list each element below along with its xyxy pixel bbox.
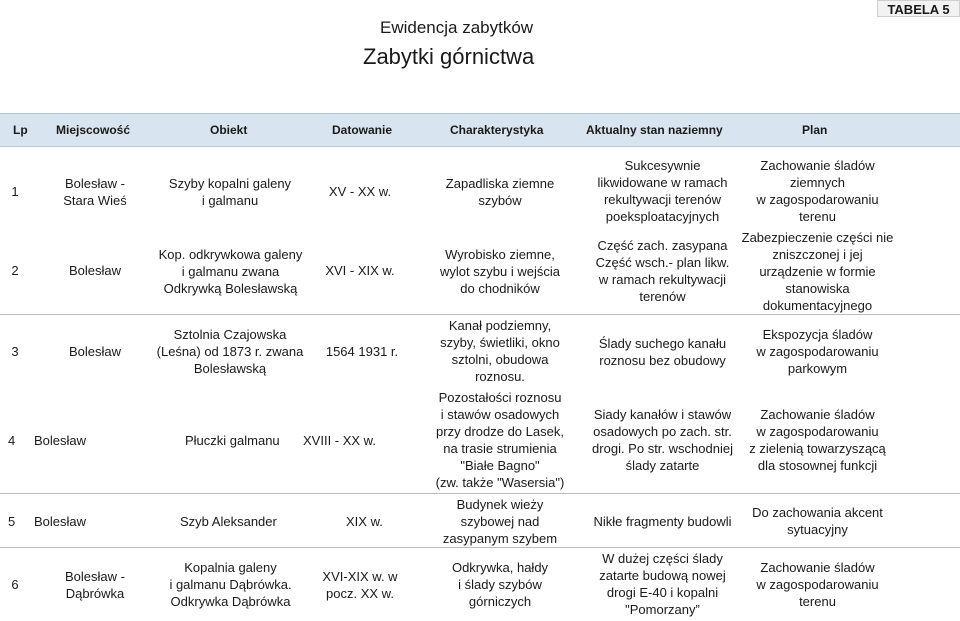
description-cell: Pozostałości roznosu i stawów osadowych przy drodze do Lasek, na trasie strumienia "Białe Bagno" (zw. także "Wasersia") bbox=[435, 390, 565, 490]
header-lp: Lp bbox=[13, 123, 28, 137]
object-cell: Płuczki galmanu bbox=[185, 433, 280, 448]
plan-cell: Zachowanie śladów ziemnych w zagospodarowaniu terenu bbox=[756, 158, 879, 224]
row-number: 1 bbox=[11, 184, 19, 199]
state-cell: Ślady suchego kanału roznosu bez obudowy bbox=[598, 336, 727, 368]
header-date: Datowanie bbox=[332, 123, 393, 137]
object-cell: Szyb Aleksander bbox=[180, 514, 277, 529]
date-cell: XV - XX w. bbox=[328, 184, 392, 199]
description-cell: Odkrywka, hałdy i ślady szybów górniczych bbox=[451, 560, 549, 609]
plan-cell: Zabezpieczenie części nie zniszczonej i jej urządzenie w formie stanowiska dokumentacyjnego bbox=[741, 230, 894, 313]
plan-cell: Zachowanie śladów w zagospodarowaniu terenu bbox=[756, 560, 879, 609]
date-cell: 1564 1931 r. bbox=[325, 344, 399, 359]
object-cell: Szyby kopalni galeny i galmanu bbox=[168, 176, 292, 208]
header-description: Charakterystyka bbox=[450, 123, 544, 137]
row-number: 6 bbox=[11, 577, 19, 592]
header-object: Obiekt bbox=[210, 123, 248, 137]
row-divider bbox=[0, 314, 960, 315]
object-cell: Sztolnia Czajowska (Leśna) od 1873 r. zwana Bolesławską bbox=[156, 327, 304, 376]
plan-cell: Do zachowania akcent sytuacyjny bbox=[752, 505, 883, 537]
row-divider bbox=[0, 547, 960, 548]
row-number: 2 bbox=[11, 263, 19, 278]
row-number: 5 bbox=[8, 514, 16, 529]
place-cell: Bolesław bbox=[68, 344, 122, 359]
place-cell: Bolesław bbox=[34, 514, 87, 529]
date-cell: XVI - XIX w. bbox=[325, 263, 395, 278]
date-cell: XIX w. bbox=[346, 514, 383, 529]
date-cell: XVI-XIX w. w pocz. XX w. bbox=[322, 569, 398, 601]
row-number: 3 bbox=[11, 344, 19, 359]
object-cell: Kopalnia galeny i galmanu Dąbrówka. Odkrywka Dąbrówka bbox=[169, 560, 292, 609]
description-cell: Wyrobisko ziemne, wylot szybu i wejścia do chodników bbox=[440, 247, 560, 296]
place-cell: Bolesław - Dąbrówka bbox=[65, 569, 125, 601]
state-cell: Nikłe fragmenty budowli bbox=[593, 514, 732, 529]
place-cell: Bolesław - Stara Wieś bbox=[63, 176, 127, 208]
state-cell: W dużej części ślady zatarte budową nowej drogi E-40 i kopalni "Pomorzany” bbox=[599, 551, 726, 617]
state-cell: Sukcesywnie likwidowane w ramach rekultywacji terenów poeksploatacyjnych bbox=[597, 158, 728, 224]
description-cell: Budynek wieży szybowej nad zasypanym szybem bbox=[442, 497, 558, 546]
plan-cell: Ekspozycja śladów w zagospodarowaniu parkowym bbox=[756, 327, 879, 376]
row-number: 4 bbox=[8, 433, 16, 448]
document-subtitle: Zabytki górnictwa bbox=[363, 44, 535, 69]
description-cell: Kanał podziemny, szyby, świetliki, okno sztolni, obudowa roznosu. bbox=[440, 318, 560, 384]
table-number-label: TABELA 5 bbox=[877, 0, 960, 17]
table-header bbox=[0, 113, 960, 147]
object-cell: Kop. odkrywkowa galeny i galmanu zwana Odkrywką Bolesławską bbox=[158, 247, 303, 296]
header-state: Aktualny stan naziemny bbox=[586, 123, 723, 137]
date-cell: XVIII - XX w. bbox=[303, 433, 376, 448]
place-cell: Bolesław bbox=[34, 433, 87, 448]
place-cell: Bolesław bbox=[68, 263, 122, 278]
description-cell: Zapadliska ziemne szybów bbox=[445, 176, 555, 208]
row-divider bbox=[0, 493, 960, 494]
plan-cell: Zachowanie śladów w zagospodarowaniu z zielenią towarzyszącą dla stosownej funkcji bbox=[749, 407, 886, 473]
header-place: Miejscowość bbox=[56, 123, 131, 137]
header-plan: Plan bbox=[802, 123, 828, 137]
state-cell: Część zach. zasypana Część wsch.- plan likw. w ramach rekultywacji terenów bbox=[595, 238, 730, 304]
document-title: Ewidencja zabytków bbox=[380, 18, 534, 37]
state-cell: Siady kanałów i stawów osadowych po zach. str. drogi. Po str. wschodniej ślady zatarte bbox=[592, 407, 733, 473]
